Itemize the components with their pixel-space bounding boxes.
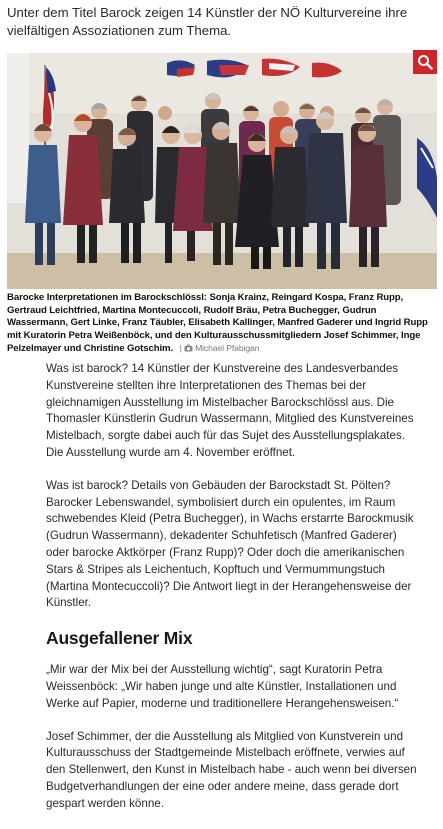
credit-separator: | — [179, 343, 182, 354]
search-icon — [417, 54, 433, 70]
article-paragraph: Was ist barock? Details von Gebäuden der Barockstadt St. Pölten? Barocker Lebenswandel, symbolisiert durch ein opulentes, im Raum schwebendes Kleid (Petra Buchegger), in Wachs erstarrte Barockmusik (Gudrun Wassermann), dekadenter Schuhfetisch (Manfred Gaderer) oder barocke Aktkörper (Franz Rupp)? Oder doch die amerikanischen Stars & Stripes als Leichentuch, Kopftuch und Vermummungstuch (Martina Montecuccoli)? Die Antwort liegt in der Herangehensweise der Künstler. — [46, 478, 414, 610]
credit-text: Michael Pfabigan — [195, 343, 260, 354]
camera-icon — [184, 343, 193, 356]
article-paragraph: Josef Schimmer, der die Ausstellung als Mitglied von Kunstverein und Kulturausschuss der Stadtgemeinde Mistelbach eröffnete, verwies auf den Stellenwert, den Kunst in Mistelbach habe - auch wenn bei diversen Budgetverhandlungen der eine oder andere meine, dass gerade dort gespart werden könne. — [46, 729, 417, 810]
group-photo-image — [7, 53, 437, 289]
caption-text: Barocke Interpretationen im Barockschlössl: Sonja Krainz, Reingard Kospa, Franz Rupp, Gertraud Leichtfried, Martina Montecuccoli, Rudolf Bräu, Petra Buchegger, Gudrun Wassermann, Gert Linke, Franz Täubler, Elisabeth Kallinger, Manfred Gaderer und Ingrid Rupp mit Kuratorin Petra Weißenböck, und den Kulturausschussmitgliedern Josef Schimmer, Inge Pelzelmayer und Christine Gotschim. — [7, 292, 428, 355]
article-paragraph: „Mir war der Mix bei der Ausstellung wichtig“, sagt Kuratorin Petra Weissenböck: „Wir haben junge und alte Künstler, Installationen und Werke auf Papier, moderne und traditionellere Herangehensweisen.“ — [46, 663, 399, 710]
article-photo[interactable] — [7, 53, 437, 289]
photo-credit — [180, 343, 260, 353]
article-body — [46, 361, 422, 829]
section-heading: Ausgefallener Mix — [46, 628, 193, 649]
photo-caption — [7, 292, 437, 356]
article-intro: Unter dem Titel Barock zeigen 14 Künstler der NÖ Kulturvereine ihre vielfältigen Assoziationen zum Thema. — [7, 5, 408, 38]
article-paragraph: Was ist barock? 14 Künstler der Kunstvereine des Landesverbandes Kunstvereine stellten ihre Interpretationen des Themas bei der gleichnamigen Ausstellung im Mistelbacher Barockschlössl aus. Die Thomasler Künstlerin Gudrun Wassermann, Mitglied des Kunstvereines Mistelbach, sorgte dabei auch für das Sujet des Ausstellungsplakates. Die Ausstellung wurde am 4. November eröffnet. — [46, 362, 414, 459]
zoom-button[interactable] — [413, 50, 437, 74]
